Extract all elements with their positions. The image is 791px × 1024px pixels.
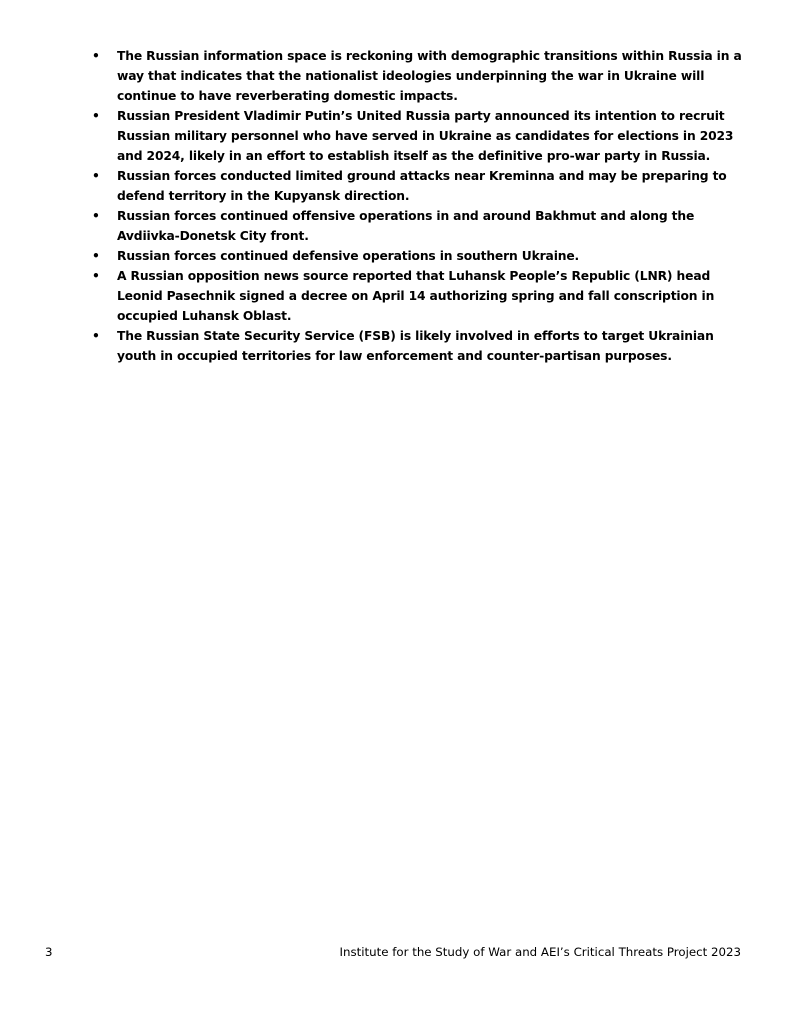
bullet-text: The Russian State Security Service (FSB) is likely involved in efforts to target Ukrainian youth in occupied territories for law enforcement and counter-partisan purposes. (117, 329, 714, 363)
bullet-text: Russian forces continued offensive operations in and around Bakhmut and along the Avdiivka-Donetsk City front. (117, 209, 695, 243)
list-item (92, 46, 752, 106)
list-item (92, 326, 752, 366)
list-item (92, 246, 752, 266)
list-item (92, 166, 752, 206)
bullet-icon: • (92, 49, 100, 63)
page-number: 3 (45, 945, 53, 959)
bullet-text: A Russian opposition news source reported that Luhansk People’s Republic (LNR) head Leonid Pasechnik signed a decree on April 14 authorizing spring and fall conscription in occupied Luhansk Oblast. (117, 269, 715, 323)
list-item (92, 266, 752, 326)
bullet-text: Russian forces conducted limited ground attacks near Kreminna and may be preparing to defend territory in the Kupyansk direction. (117, 169, 727, 203)
bullet-icon: • (92, 169, 100, 183)
bullet-icon: • (92, 109, 100, 123)
bullet-text: Russian President Vladimir Putin’s United Russia party announced its intention to recruit Russian military personnel who have served in Ukraine as candidates for elections in 2023 and 2024, likely in an effort to establish itself as the definitive pro-war party in Russia. (117, 109, 734, 163)
list-item (92, 206, 752, 246)
list-item (92, 106, 752, 166)
bullet-text: Russian forces continued defensive operations in southern Ukraine. (117, 249, 580, 263)
page-footer (0, 943, 791, 963)
bullet-text: The Russian information space is reckoning with demographic transitions within Russia in a way that indicates that the nationalist ideologies underpinning the war in Ukraine will continue to have reverberating domestic impacts. (117, 49, 742, 103)
bullet-icon: • (92, 269, 100, 283)
bullet-icon: • (92, 249, 100, 263)
key-takeaways-list (92, 46, 752, 366)
bullet-icon: • (92, 329, 100, 343)
footer-credit: Institute for the Study of War and AEI’s Critical Threats Project 2023 (339, 945, 741, 959)
bullet-icon: • (92, 209, 100, 223)
